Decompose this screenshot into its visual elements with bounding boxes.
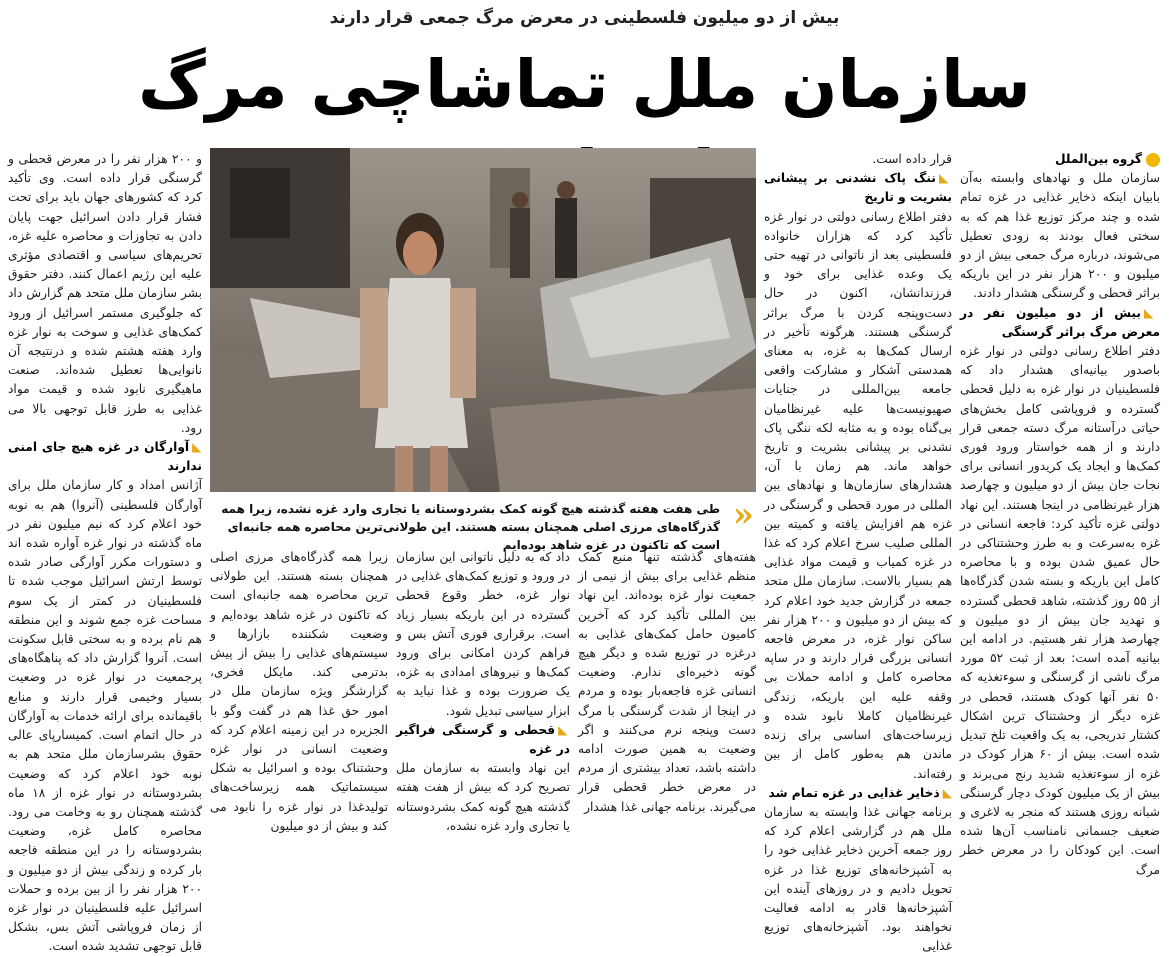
paragraph: برنامه جهانی غذا وابسته به سازمان ملل هم در گزارشی اعلام کرد که روز جمعه آخرین ذخایر غذایی خود را به آشپزخانه‌های توزیع غذا در غزه تحویل دادیم و در روزهای آینده این آشپزخانه‌ها قادر به ادامه فعالیت نخواهند بود. آشپزخانه‌های توزیع غذایی: [764, 804, 952, 954]
subheading-marker-icon: ◣: [558, 722, 571, 737]
kicker: بیش از دو میلیون فلسطینی در معرض مرگ جمعی قرار دارند: [329, 8, 840, 28]
paragraph: هفته‌های گذشته تنها منبع کمک منظم غذایی برای بیش از نیمی از جمعیت نوار غزه بوده‌اند. این نهاد بین المللی تأکید کرد که آخرین کامیون حامل کمک‌های غذایی به درغزه در توزیع شده و دیگر هیچ گونه ذخیره‌ای ندارم. وضعیت انسانی غزه فاجعه‌بار بوده و مردم در اینجا از شدت گرسنگی با مرگ دست وپنجه نرم می‌کنند و اگر وضعیت به همین صورت ادامه داشته باشد، تعداد بیشتری از مردم در معرض خطر قحطی قرار می‌گیرند. برنامه جهانی غذا هشدار: [578, 550, 756, 814]
subheading: [396, 721, 570, 759]
column-2: [764, 150, 953, 954]
subheading-text: قحطی و گرسنگی فراگیر در غزه: [396, 722, 570, 757]
subheading-text: بیش از دو میلیون نفر در معرض مرگ براثر گرسنگی: [960, 305, 1160, 339]
subheading-marker-icon: ◣: [1143, 305, 1161, 320]
news-photo: [210, 148, 756, 492]
paragraph: و ۲۰۰ هزار نفر را در معرض قحطی و گرسنگی قرار داده است. وی تأکید کرد که کشورهای جهان باید برای تحت فشار قرار دادن اسرائیل جهت پایان دادن به تجاوزات و محاصره علیه غزه، تحریم‌های سیاسی و اقتصادی مؤثری علیه این رژیم اعمال کنند. دفتر حقوق بشر سازمان ملل متحد هم گزارش داد که جلوگیری مستمر اسرائیل از ورود کمک‌های غذایی و سوخت به نوار غزه وارد هفته هشتم شده و درنتیجه آن نانوایی‌ها تعطیل شده‌اند. صنعت ماهیگیری نابود شده و قیمت مواد غذایی به طرز قابل توجهی بالا می رود.: [8, 152, 202, 435]
column-3: [578, 548, 756, 814]
subheading: [764, 784, 952, 803]
subheading-marker-icon: ◣: [192, 440, 202, 455]
paragraph: داد که به دلیل ناتوانی این سازمان در ورود و توزیع کمک‌های غذایی در نوار غزه، خطر وقوع قحطی گسترده در این باریکه بسیار زیاد است. برقراری فوری آتش بس و فراهم کردن امکانی برای ورود کمک‌ها و نیروهای امدادی به غزه، یک ضرورت بوده و غذا نباید به ابزار سیاسی تبدیل شود.: [396, 550, 570, 718]
photo-illustration: [210, 148, 756, 492]
subheading-text: ذخایر غذایی در غزه تمام شد: [768, 785, 940, 800]
paragraph: آژانس امداد و کار سازمان ملل برای آوارگان فلسطینی (آنروا) هم به نوبه خود اعلام کرد که نیم میلیون نفر در ماه گذشته در نوار غزه آواره شده اند و دستورات مکرر آوارگی صادر شده توسط ارتش اسرائیل موجب شده تا فلسطینیان در کمتر از یک سوم مساحت غزه جمع شوند و این منطقه هم نام برده و به سختی قابل سکونت است. آنروا گزارش داد که پناهگاه‌های پرجمعیت در نوار غزه در وضعیت بسیار وخیمی قرار دارند و منابع باقیمانده برای ارائه خدمات به آوارگان در حال اتمام است. کمیسارپای عالی حقوق بشرسازمان ملل متحد هم به نوبه خود اعلام کرد که وضعیت بشردوستانه در نوار غزه از ۱۸ ماه گذشته همچنان رو به وخامت می رود. محاصره کامل غزه، وضعیت بشردوستانه را در این منطقه فاجعه بار کرده و زندگی بیش از دو میلیون و ۲۰۰ هزار نفر را از بین برده و حملات اسرائیل علیه فلسطینیان در نوار غزه از زمان فروپاشی آتش بس، بشکل قابل توجهی تشدید شده است.: [8, 478, 202, 954]
quote-mark-icon: «: [732, 495, 754, 535]
byline-text: گروه بین‌الملل: [1055, 152, 1142, 166]
subheading: [960, 304, 1160, 342]
paragraph: سازمان ملل و نهادهای وابسته به‌آن بابیان اینکه ذخایر غذایی در غزه تمام شده و چند مرکز توزیع غذا هم که به سختی فعال بودند به زودی تعطیل می‌شوند، درباره مرگ جمعی بیش از دو میلیون و ۲۰۰ هزار نفر در این باریکه براثر قحطی و گرسنگی هشدار دادند.: [960, 171, 1160, 301]
paragraph: زیرا همه گذرگاه‌های مرزی اصلی همچنان بسته هستند. این طولانی ترین محاصره همه جانبه‌ای است که تاکنون در غزه شاهد بوده‌ایم و وضعیت شکننده بازارها و سیستم‌های غذایی را بیش از پیش بدترمی کند. مایکل فخری، گزارشگر ویژه سازمان ملل در امور حق غذا هم در گفت وگو با الجزیره در این زمینه اعلام کرد که وضعیت انسانی در نوار غزه وحشتناک بوده و اسرائیل به شکل سیستماتیک همه زیرساخت‌های تولیدغذا در نوار غزه را نابود می کند و بیش از دو میلیون: [210, 550, 388, 833]
paragraph: دفتر اطلاع رسانی دولتی در نوار غزه تأکید کرد که هزاران خانواده فلسطینی بعد از ناتوانی در تهیه حتی یک وعده غذایی برای خود و فرزندانشان، اکنون در حال دست‌وپنجه کردن با مرگ براثر گرسنگی هستند. هرگونه تأخیر در ارسال کمک‌ها به غزه، به معنای همدستی آشکار و مشارکت واقعی جامعه بین‌المللی در جنایات صهیونیست‌ها علیه غیرنظامیان بی‌گناه بوده و به مثابه لکه ننگی پاک نشدنی بر پیشانی بشریت و تاریخ خواهد ماند. هم زمان با آن، هشدارهای سازمان‌ها و نهادهای بین المللی در مورد قحطی و گرسنگی در غزه هم افزایش یافته و کمیته بین المللی صلیب سرخ اعلام کرد که غذا در غزه کمیاب و قیمت مواد غذایی هم بسیار بالاست. سازمان ملل متحد جمعه در گزارش جدید خود اعلام کرد که بیش از دو میلیون و ۲۰۰ هزار نفر ساکن نوار غزه، در معرض فاجعه انسانی بزرگی قرار دارند و در ساپه محاصره کامل و ادامه حملات بی وقفه علیه این باریکه، زندگی غیرنظامیان کاملا نابود شده و زیرساخت‌های اساسی برای زنده ماندن هم به‌طور کامل از بین رفته‌اند.: [764, 209, 953, 781]
byline: [960, 150, 1160, 169]
subheading-text: ننگ پاک نشدنی بر پیشانی بشریت و تاریخ: [764, 171, 952, 205]
photo-caption: [210, 495, 756, 552]
column-5: [210, 548, 388, 833]
paragraph: این نهاد وابسته به سازمان ملل تصریح کرد که بیش از هفت هفته گذشته هیچ گونه کمک بشردوستانه یا تجاری وارد غزه نشده،: [396, 761, 570, 833]
news-logo-icon: [1146, 153, 1160, 167]
paragraph: قرار داده است.: [872, 152, 952, 166]
subheading: [8, 438, 202, 476]
column-4: [396, 548, 571, 833]
subheading-text: آوارگان در غزه هیچ جای امنی ندارند: [8, 440, 202, 474]
headline: سازمان ملل تماشاچی مرگ: [138, 46, 1031, 123]
subheading-marker-icon: ◣: [938, 171, 953, 186]
column-1: [960, 150, 1161, 877]
subheading-marker-icon: ◣: [942, 785, 952, 800]
column-6: [8, 150, 202, 954]
paragraph: دفتر اطلاع رسانی دولتی در نوار غزه باصدور بیانیه‌ای هشدار داد که فلسطینیان در نوار غزه به دلیل قحطی گسترده و فروپاشی کامل بخش‌های حیاتی درآستانه مرگ دسته جمعی قرار دارند و از همه خواستار ورود فوری کمک‌ها و ایجاد یک کریدور انسانی برای نجات جان بیش از دو میلیون و چهارصد هزار غیرنظامی در اینجا هستند. این نهاد دولتی غزه تأکید کرد: فاجعه انسانی در غزه به‌سرعت و به طرز وحشتناکی در حال عمیق شدن بوده و با محاصره کامل این باریکه و بسته شدن گذرگاه‌ها از ۵۵ روز گذشته، شاهد قحطی گسترده و تهدید جان بیش از دو میلیون و چهارصد هزار نفر هستیم. در ادامه این بیانیه آمده است: بعد از ثبت ۵۲ مورد مرگ ناشی از گرسنگی و سوءتغذیه که ۵۰ نفر آنها کودک هستند، قحطی در غزه دیگر از وحشتناک ترین اشکال کشتار تدریجی، به یک واقعیت تلخ تبدیل شده است. بیش از ۶۰ هزار کودک در غزه از سوءتغذیه شدید رنج می‌برند و بیش از یک میلیون کودک دچار گرسنگی شبانه روزی هستند که منجر به لاغری و ضعیف جسمانی نامناسب آن‌ها شده است. این کودکان را در معرض خطر مرگ: [960, 344, 1161, 877]
subheading: [764, 169, 952, 207]
caption-text: طی هفت هفته گذشته هیچ گونه کمک بشردوستانه یا تجاری وارد غزه نشده، زیرا همه گذرگاه‌های مرزی اصلی همچنان بسته هستند. این طولانی‌ترین محاصره همه جانبه‌ای است که تاکنون در غزه شاهد بوده‌ایم: [221, 502, 720, 552]
